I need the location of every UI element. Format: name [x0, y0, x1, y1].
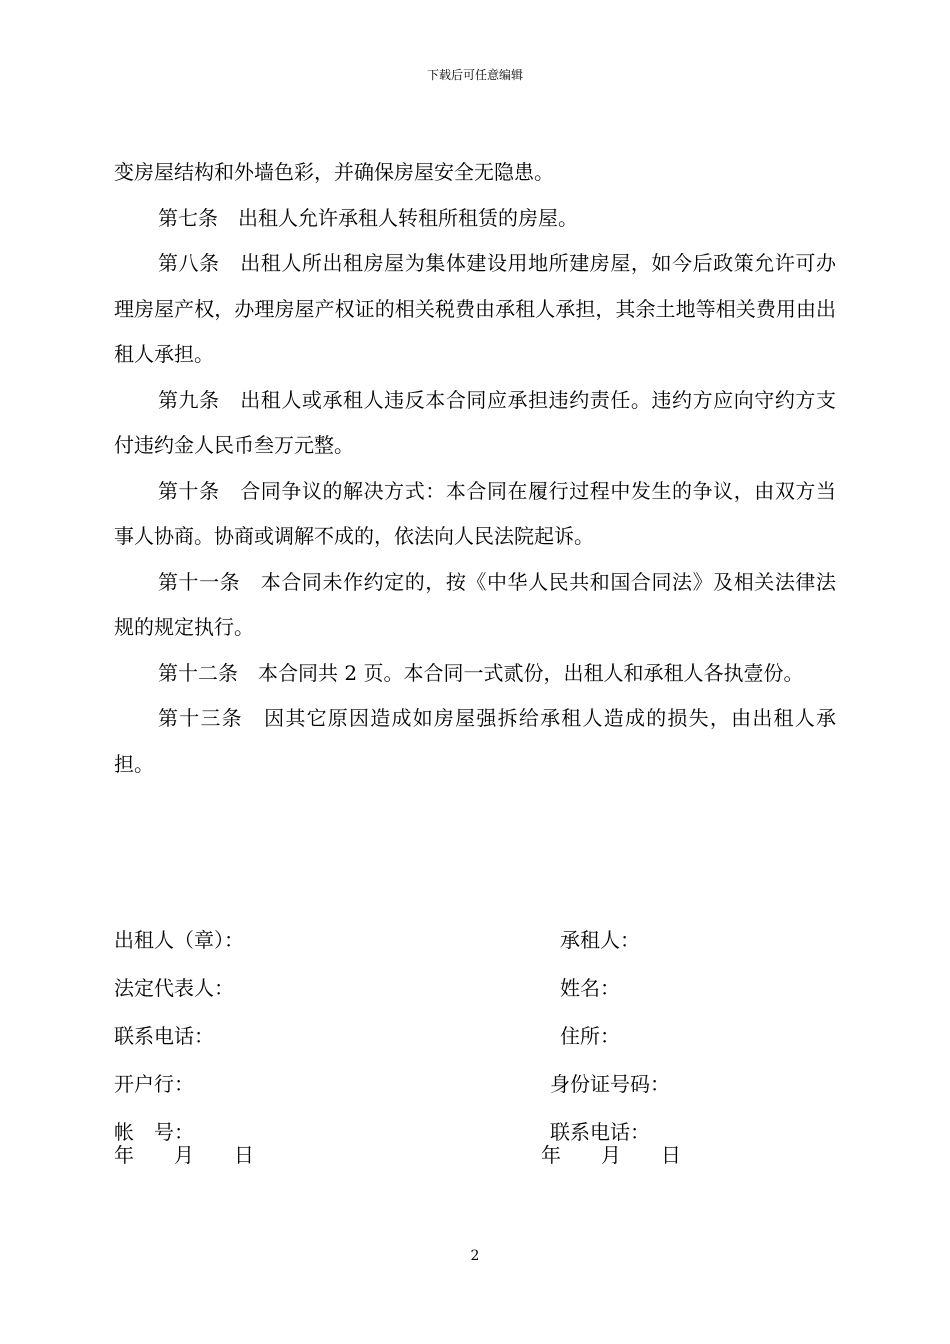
lessee-date-label: 年 月 日	[541, 1143, 681, 1167]
article-7: 第七条 出租人允许承租人转租所租赁的房屋。	[158, 205, 578, 230]
article-10: 第十条 合同争议的解决方式：本合同在履行过程中发生的争议，由双方当事人协商。协商或调解不成的，依法向人民法院起诉。	[114, 478, 836, 548]
header-note: 下载后可任意编辑	[426, 68, 523, 82]
lessee-title-label: 承租人：	[560, 928, 640, 952]
page-number: 2	[470, 1248, 480, 1264]
lessee-phone-label: 联系电话：	[550, 1120, 650, 1144]
lessee-name-label: 姓名：	[560, 976, 620, 1000]
lessee-id-number-label: 身份证号码：	[550, 1072, 670, 1096]
article-13: 第十三条 因其它原因造成如房屋强拆给承租人造成的损失，由出租人承担。	[114, 706, 836, 776]
lessor-phone-label: 联系电话：	[114, 1024, 214, 1048]
article-11: 第十一条 本合同未作约定的，按《中华人民共和国合同法》及相关法律法规的规定执行。	[114, 569, 836, 639]
paragraph-continuation: 变房屋结构和外墙色彩，并确保房屋安全无隐患。	[114, 160, 554, 184]
article-8: 第八条 出租人所出租房屋为集体建设用地所建房屋，如今后政策允许可办理房屋产权，办理房屋产权证的相关税费由承租人承担，其余土地等相关费用由出租人承担。	[114, 251, 836, 366]
lessor-account-label: 帐 号：	[114, 1120, 194, 1144]
contract-body	[114, 150, 836, 787]
lessor-legal-rep-label: 法定代表人：	[114, 976, 234, 1000]
lessor-bank-label: 开户行：	[114, 1072, 194, 1096]
lessor-seal-label: 出租人（章）：	[114, 928, 244, 952]
lessor-date-label: 年 月 日	[114, 1143, 254, 1167]
lessee-address-label: 住所：	[560, 1024, 620, 1048]
article-9: 第九条 出租人或承租人违反本合同应承担违约责任。违约方应向守约方支付违约金人民币叁万元整。	[114, 387, 836, 457]
article-12: 第十二条 本合同共 2 页。本合同一式贰份，出租人和承租人各执壹份。	[158, 660, 804, 685]
